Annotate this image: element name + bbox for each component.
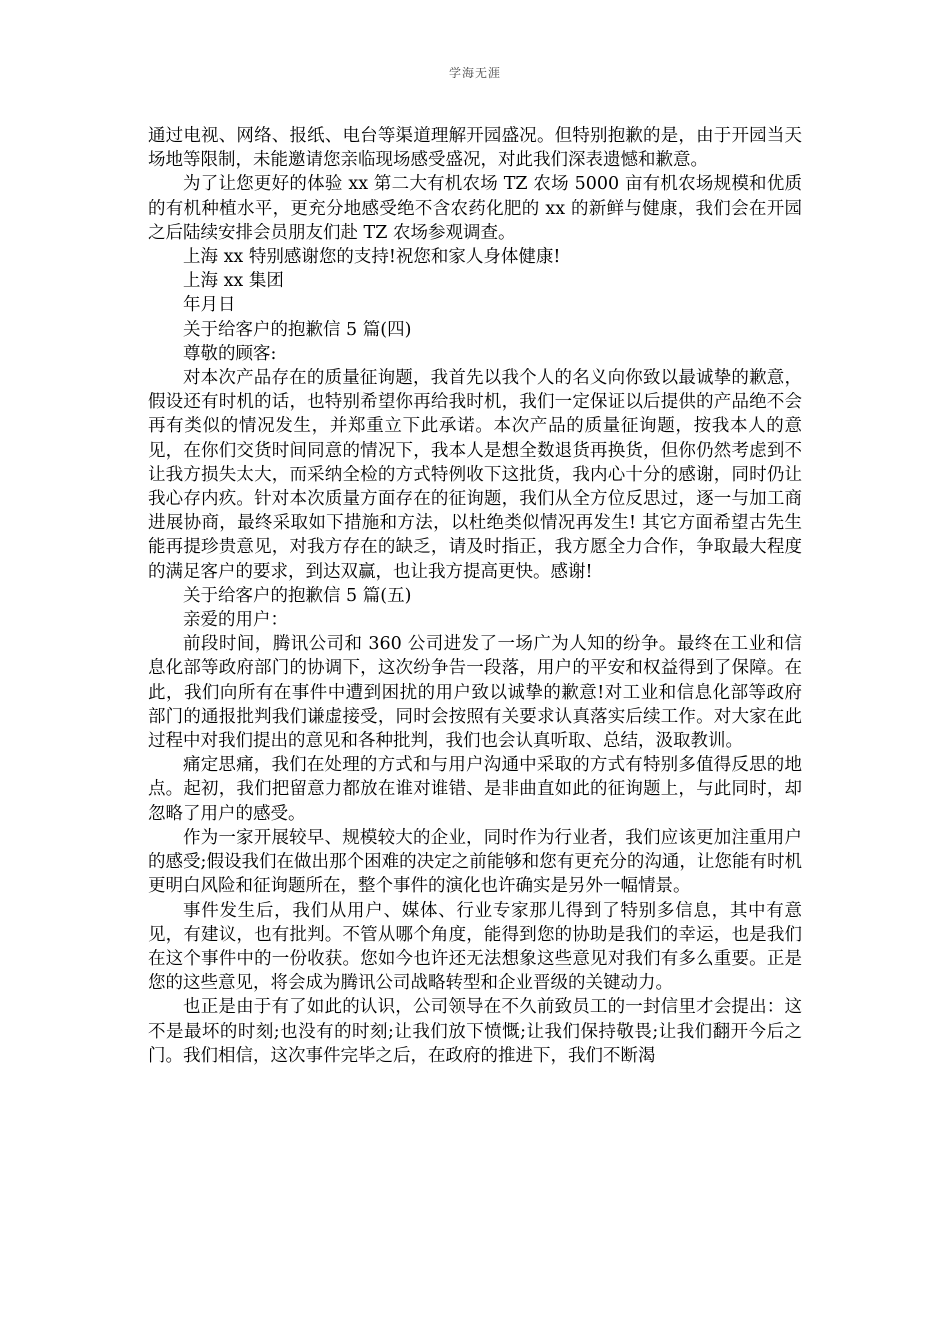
- page-header: 学海无涯: [448, 66, 501, 80]
- document-body: [148, 124, 802, 1068]
- signature-company: 上海 xx 集团: [183, 271, 284, 292]
- paragraph: 通过电视、网络、报纸、电台等渠道理解开园盛况。但特别抱歉的是，由于开园当天场地等限制，未能邀请您亲临现场感受盛况，对此我们深表遗憾和歉意。: [148, 126, 802, 171]
- paragraph: 也正是由于有了如此的认识，公司领导在不久前致员工的一封信里才会提出：这不是最坏的时刻;也没有的时刻;让我们放下愤慨;让我们保持敬畏;让我们翻开今后之门。我们相信，这次事件完毕之后，在政府的推进下，我们不断渴: [148, 997, 802, 1066]
- paragraph: 为了让您更好的体验 xx 第二大有机农场 TZ 农场 5000 亩有机农场规模和优质的有机种植水平，更充分地感受绝不含农药化肥的 xx 的新鲜与健康，我们会在开园之后陆续安排会员朋友们赴 TZ 农场参观调查。: [148, 174, 802, 243]
- paragraph: 前段时间，腾讯公司和 360 公司进发了一场广为人知的纷争。最终在工业和信息化部等政府部门的协调下，这次纷争告一段落，用户的平安和权益得到了保障。在此，我们向所有在事件中遭到困扰的用户致以诚挚的歉意!对工业和信息化部等政府部门的通报批判我们谦虚接受，同时会按照有关要求认真落实后续工作。对大家在此过程中对我们提出的意见和各种批判，我们也会认真听取、总结，汲取教训。: [148, 634, 802, 752]
- salutation: 尊敬的顾客:: [183, 343, 277, 364]
- paragraph: 痛定思痛，我们在处理的方式和与用户沟通中采取的方式有特别多值得反思的地点。起初，我们把留意力都放在谁对谁错、是非曲直如此的征询题上，与此同时，却忽略了用户的感受。: [148, 755, 802, 824]
- section-title: 关于给客户的抱歉信 5 篇(四): [183, 319, 412, 340]
- salutation: 亲爱的用户：: [183, 610, 288, 631]
- paragraph: 上海 xx 特别感谢您的支持!祝您和家人身体健康!: [183, 247, 561, 268]
- paragraph: 事件发生后，我们从用户、媒体、行业专家那儿得到了特别多信息，其中有意见，有建议，也有批判。不管从哪个角度，能得到您的协助是我们的幸运，也是我们在这个事件中的一份收获。您如今也许还无法想象这些意见对我们有多么重要。正是您的这些意见，将会成为腾讯公司战略转型和企业晋级的关键动力。: [148, 900, 802, 994]
- section-title: 关于给客户的抱歉信 5 篇(五): [183, 585, 412, 606]
- signature-date: 年月日: [183, 295, 236, 316]
- paragraph: 作为一家开展较早、规模较大的企业，同时作为行业者，我们应该更加注重用户的感受;假设我们在做出那个困难的决定之前能够和您有更充分的沟通，让您能有时机更明白风险和征询题所在，整个事件的演化也许确实是另外一幅情景。: [148, 827, 802, 897]
- paragraph: 对本次产品存在的质量征询题，我首先以我个人的名义向你致以最诚挚的歉意，假设还有时机的话，也特别希望你再给我时机，我们一定保证以后提供的产品绝不会再有类似的情况发生，并郑重立下此承诺。本次产品的质量征询题，按我本人的意见，在你们交货时间同意的情况下，我本人是想全数退货再换货，但你仍然考虑到不让我方损失太大，而采纳全检的方式特例收下这批货，我内心十分的感谢，同时仍让我心存内疚。针对本次质量方面存在的征询题，我们从全方位反思过，逐一与加工商进展协商，最终采取如下措施和方法，以杜绝类似情况再发生! 其它方面希望古先生能再提珍贵意见，对我方存在的缺乏，请及时指正，我方愿全力合作，争取最大程度的满足客户的要求，到达双赢，也让我方提高更快。感谢!: [148, 368, 802, 582]
